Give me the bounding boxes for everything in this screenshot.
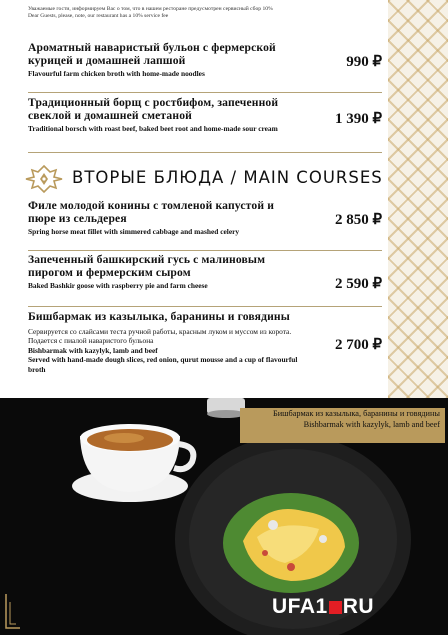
photo-caption bbox=[240, 408, 445, 443]
frame-corner-icon bbox=[4, 594, 22, 630]
divider bbox=[28, 306, 382, 307]
section-title: ВТОРЫЕ БЛЮДА / MAIN COURSES bbox=[72, 168, 383, 187]
divider bbox=[28, 250, 382, 251]
dish-name-en: Flavourful farm chicken broth with home-made noodles bbox=[28, 69, 205, 78]
ornament-icon bbox=[24, 164, 64, 194]
dish-description-ru: Сервируется со слайсами теста ручной работы, красным луком и муссом из корота. Подается с пиалой наваристого бульона bbox=[28, 326, 292, 345]
dish-name-ru: Традиционный борщ с ростбифом, запеченной свеклой и домашней сметаной bbox=[28, 96, 279, 122]
dish-name-ru: Запеченный башкирский гусь с малиновым пирогом и фермерским сыром bbox=[28, 253, 266, 279]
dish-name-ru: Филе молодой конины с томленой капустой и пюре из сельдерея bbox=[28, 199, 275, 225]
service-fee-notice bbox=[28, 6, 368, 20]
divider bbox=[28, 152, 382, 153]
dish-name-en: Spring horse meat fillet with simmered cabbage and mashed celery bbox=[28, 227, 240, 236]
dish-name-en: Bishbarmak with kazylyk, lamb and beef bbox=[28, 345, 158, 355]
section-header bbox=[24, 164, 388, 194]
logo-text-left: UFA1 bbox=[272, 595, 328, 618]
dish-photo bbox=[0, 398, 448, 635]
menu-item-bishbarmak bbox=[28, 311, 308, 374]
logo-red-square-icon bbox=[329, 601, 342, 614]
service-fee-notice-ru: Уважаемые гости, информируем Вас о том, что в нашем ресторане предусмотрен сервисный сбор 10% bbox=[28, 6, 273, 12]
photo-caption-en: Bishbarmak with kazylyk, lamb and beef bbox=[303, 419, 440, 429]
service-fee-notice-en: Dear Guests, please, note, our restaurant has a 10% service fee bbox=[28, 13, 169, 19]
divider bbox=[28, 92, 382, 93]
dish-name-en: Baked Bashkir goose with raspberry pie and farm cheese bbox=[28, 281, 208, 290]
ufa1-watermark-logo bbox=[272, 594, 374, 620]
ornament-pattern-border bbox=[388, 0, 448, 398]
menu-item-bashkir-goose bbox=[28, 254, 303, 291]
logo-text-right: RU bbox=[342, 595, 375, 618]
dish-price: 2 700 ₽ bbox=[334, 337, 382, 353]
dish-name-ru: Бишбармак из казылыка, баранины и говядины bbox=[28, 310, 290, 323]
dish-price: 2 590 ₽ bbox=[334, 276, 382, 292]
dish-price: 2 850 ₽ bbox=[334, 212, 382, 228]
dish-description-en: Served with hand-made dough slices, red onion, qurut mousse and a cup of flavourful broth bbox=[28, 355, 298, 374]
menu-item-chicken-broth bbox=[28, 42, 303, 79]
dish-price: 990 ₽ bbox=[346, 54, 382, 70]
photo-caption-ru: Бишбармак из казылыка, баранины и говядины bbox=[272, 409, 440, 418]
dish-name-ru: Ароматный наваристый бульон с фермерской курицей и домашней лапшой bbox=[28, 41, 276, 67]
dish-price: 1 390 ₽ bbox=[334, 111, 382, 127]
menu-item-horse-fillet bbox=[28, 200, 303, 237]
menu-item-borsch bbox=[28, 97, 303, 134]
dish-name-en: Traditional borsch with roast beef, baked beet root and home-made sour cream bbox=[28, 124, 278, 133]
